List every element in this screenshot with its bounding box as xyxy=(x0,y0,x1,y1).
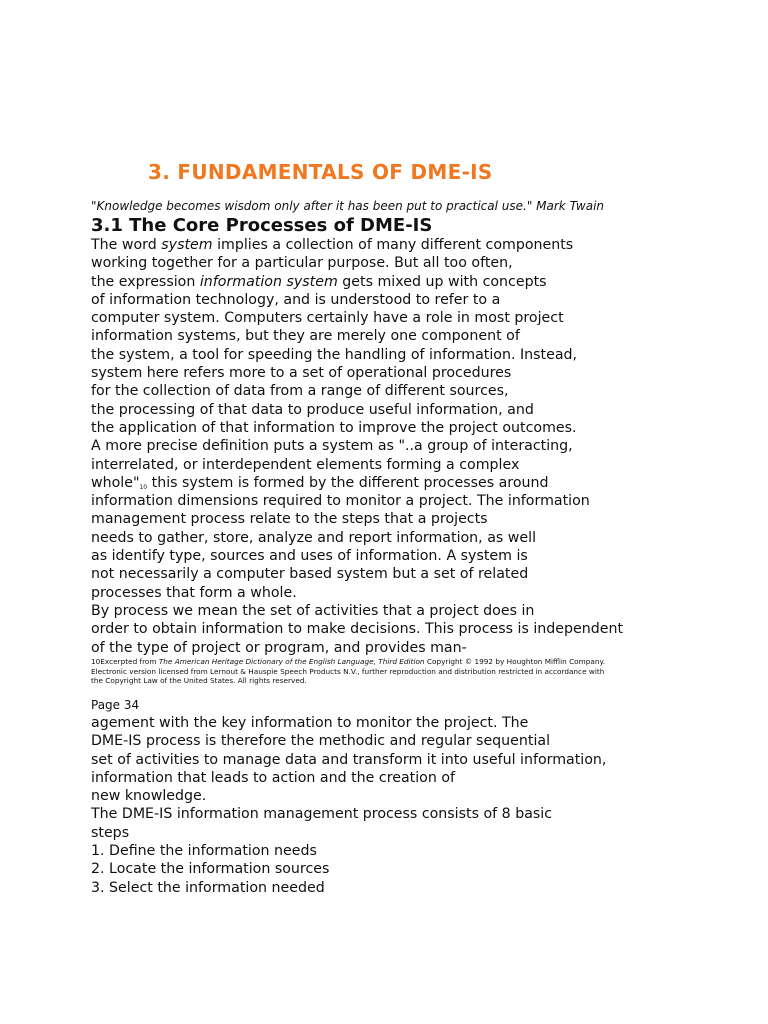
text-line: information that leads to action and the creation of xyxy=(91,769,456,786)
footnote-line xyxy=(91,657,605,667)
text-line: information dimensions required to monitor a project. The information xyxy=(91,493,590,510)
chapter-title: 3. FUNDAMENTALS OF DME-IS xyxy=(148,160,493,184)
body-text-part-2 xyxy=(91,714,606,897)
page-number: Page 34 xyxy=(91,698,140,712)
text-line: order to obtain information to make decisions. This process is independent xyxy=(91,621,624,638)
text-line: processes that form a whole. xyxy=(91,584,297,601)
text-line: DME-IS process is therefore the methodic and regular sequential xyxy=(91,733,551,750)
text-line: management process relate to the steps that a projects xyxy=(91,511,488,528)
text-line: A more precise definition puts a system as "..a group of interacting, xyxy=(91,438,573,455)
list-item: 2. Locate the information sources xyxy=(91,861,330,878)
footnote-reference: 10 xyxy=(139,483,148,491)
text-line: the application of that information to improve the project outcomes. xyxy=(91,419,577,436)
list-item: 3. Select the information needed xyxy=(91,879,325,896)
text-line xyxy=(91,236,623,254)
text-line: system here refers more to a set of operational procedures xyxy=(91,365,512,382)
text-run: this system is formed by the different processes around xyxy=(147,474,549,491)
text-line: of the type of project or program, and provides man- xyxy=(91,639,467,656)
text-run: The word xyxy=(91,237,162,253)
text-line: new knowledge. xyxy=(91,788,207,805)
text-line: information systems, but they are merely one component of xyxy=(91,328,520,345)
section-heading: 3.1 The Core Processes of DME-IS xyxy=(91,215,433,236)
text-line: By process we mean the set of activities that a project does in xyxy=(91,602,535,619)
text-line: of information technology, and is understood to refer to a xyxy=(91,291,501,308)
text-line: set of activities to manage data and transform it into useful information, xyxy=(91,751,607,768)
emphasis-term: system xyxy=(161,237,213,253)
body-text-part-1 xyxy=(91,236,623,657)
emphasis-term: information system xyxy=(199,273,338,290)
text-line: the processing of that data to produce useful information, and xyxy=(91,401,534,418)
footnote-source-title: The American Heritage Dictionary of the English Language, Third Edition xyxy=(158,657,425,666)
text-line: not necessarily a computer based system but a set of related xyxy=(91,566,529,583)
text-line: interrelated, or interdependent elements forming a complex xyxy=(91,456,520,473)
text-line: for the collection of data from a range of different sources, xyxy=(91,383,509,400)
footnote-line: Electronic version licensed from Lernout & Hauspie Speech Products N.V., further reproduction and distribution restricted in accordance with xyxy=(91,666,605,676)
text-line: steps xyxy=(91,824,130,841)
footnote-line: the Copyright Law of the United States. All rights reserved. xyxy=(91,676,307,685)
text-line: needs to gather, store, analyze and report information, as well xyxy=(91,529,537,546)
text-run: Copyright © 1992 by Houghton Mifflin Company. xyxy=(424,657,606,666)
text-run: whole" xyxy=(91,474,140,491)
text-run: gets mixed up with concepts xyxy=(337,273,547,290)
text-line: computer system. Computers certainly have a role in most project xyxy=(91,310,564,327)
list-item: 1. Define the information needs xyxy=(91,843,317,860)
text-line xyxy=(91,474,623,492)
epigraph-quote: "Knowledge becomes wisdom only after it has been put to practical use." Mark Twain xyxy=(91,199,605,213)
text-line: the system, a tool for speeding the handling of information. Instead, xyxy=(91,346,578,363)
text-run: the expression xyxy=(91,273,200,290)
text-line xyxy=(91,273,623,291)
text-run: implies a collection of many different components xyxy=(212,237,574,253)
text-line: working together for a particular purpose. But all too often, xyxy=(91,255,513,272)
text-line: The DME-IS information management process consists of 8 basic xyxy=(91,806,553,823)
footnote xyxy=(91,657,605,686)
text-line: agement with the key information to monitor the project. The xyxy=(91,715,529,731)
text-line: as identify type, sources and uses of information. A system is xyxy=(91,548,528,565)
text-run: 10Excerpted from xyxy=(91,657,159,666)
